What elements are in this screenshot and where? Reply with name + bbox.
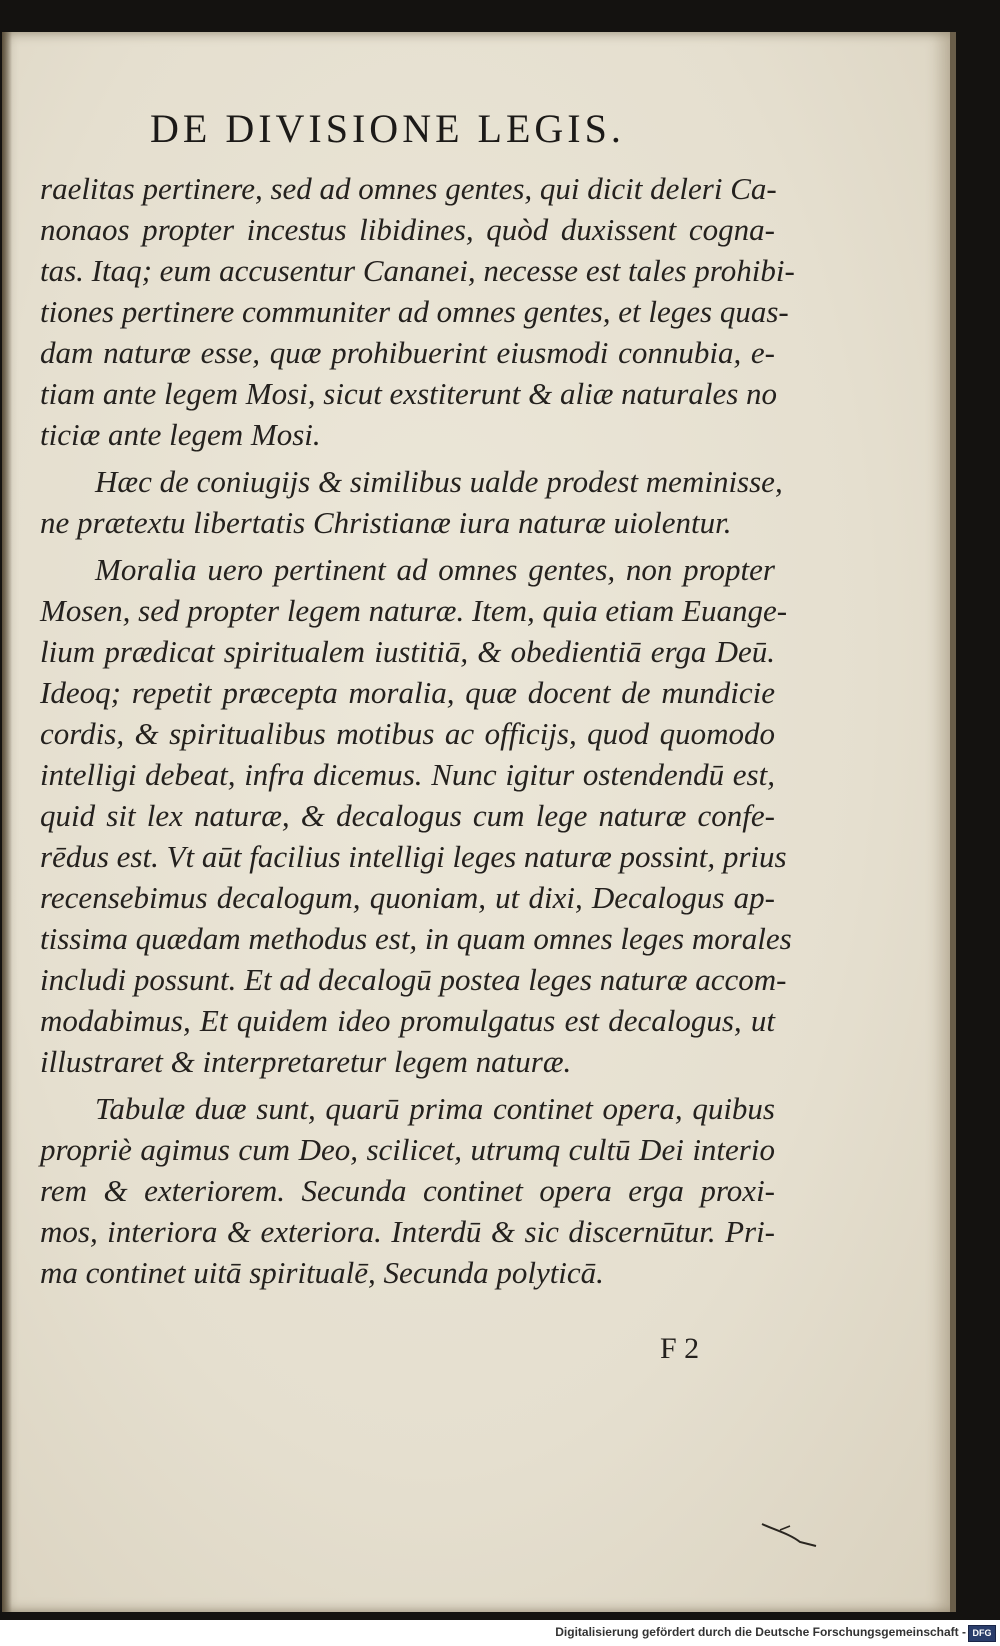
text-line: lium prædicat spiritualem iustitiā, & obedientiā erga Deū.	[40, 634, 775, 669]
text-line: propriè agimus cum Deo, scilicet, utrumq cultū Dei interio	[40, 1132, 775, 1167]
text-line: tissima quædam methodus est, in quam omnes leges morales	[40, 921, 792, 956]
text-line: quid sit lex naturæ, & decalogus cum lege naturæ confe-	[40, 798, 775, 833]
text-line: modabimus, Et quidem ideo promulgatus est decalogus, ut	[40, 1003, 775, 1038]
funding-credit: Digitalisierung gefördert durch die Deutsche Forschungsgemeinschaft -	[555, 1625, 966, 1639]
text-line: ne prætextu libertatis Christianæ iura naturæ uiolentur.	[40, 505, 732, 540]
text-line: raelitas pertinere, sed ad omnes gentes, qui dicit deleri Ca-	[40, 171, 777, 206]
page-spine-shadow	[2, 32, 12, 1612]
text-line: dam naturæ esse, quæ prohibuerint eiusmodi connubia, e-	[40, 335, 775, 370]
text-line: rem & exteriorem. Secunda continet opera erga proxi-	[40, 1173, 775, 1208]
text-line: Ideoq; repetit præcepta moralia, quæ docent de mundicie	[40, 675, 775, 710]
footer-bar	[0, 1620, 1000, 1646]
text-line: tas. Itaq; eum accusentur Cananei, necesse est tales prohibi-	[40, 253, 795, 288]
text-line: Mosen, sed propter legem naturæ. Item, quia etiam Euange-	[40, 593, 788, 628]
text-line: mos, interiora & exteriora. Interdū & sic discernūtur. Pri-	[40, 1214, 775, 1249]
text-line: tiones pertinere communiter ad omnes gentes, et leges quas-	[40, 294, 789, 329]
text-line: rēdus est. Vt aūt facilius intelligi leges naturæ possint, prius	[40, 839, 787, 874]
text-line: includi possunt. Et ad decalogū postea leges naturæ accom-	[40, 962, 787, 997]
text-line: tiam ante legem Mosi, sicut exstiterunt & aliæ naturales no	[40, 376, 778, 411]
paragraph	[40, 461, 783, 543]
text-line: cordis, & spiritualibus motibus ac officijs, quod quomodo	[40, 716, 775, 751]
text-line: illustraret & interpretaretur legem naturæ.	[40, 1044, 572, 1079]
text-line: Hæc de coniugijs & similibus ualde prodest meminisse,	[95, 464, 783, 499]
text-line: ma continet uitā spiritualē, Secunda polyticā.	[40, 1255, 604, 1290]
text-line: Tabulæ duæ sunt, quarū prima continet opera, quibus	[95, 1091, 775, 1126]
paragraph	[40, 168, 795, 455]
signature-mark: F 2	[660, 1332, 700, 1365]
text-line: intelligi debeat, infra dicemus. Nunc igitur ostendendū est,	[40, 757, 775, 792]
ink-stroke-mark	[760, 1520, 820, 1550]
text-line: Moralia uero pertinent ad omnes gentes, non propter	[95, 552, 775, 587]
running-head: DE DIVISIONE LEGIS.	[150, 106, 625, 151]
text-line: ticiæ ante legem Mosi.	[40, 417, 321, 452]
dfg-logo: DFG	[968, 1625, 996, 1642]
text-line: nonaos propter incestus libidines, quòd duxissent cogna-	[40, 212, 775, 247]
paragraph	[40, 549, 792, 1082]
text-line: recensebimus decalogum, quoniam, ut dixi, Decalogus ap-	[40, 880, 775, 915]
page-body	[40, 168, 795, 1293]
paragraph	[40, 1088, 775, 1293]
